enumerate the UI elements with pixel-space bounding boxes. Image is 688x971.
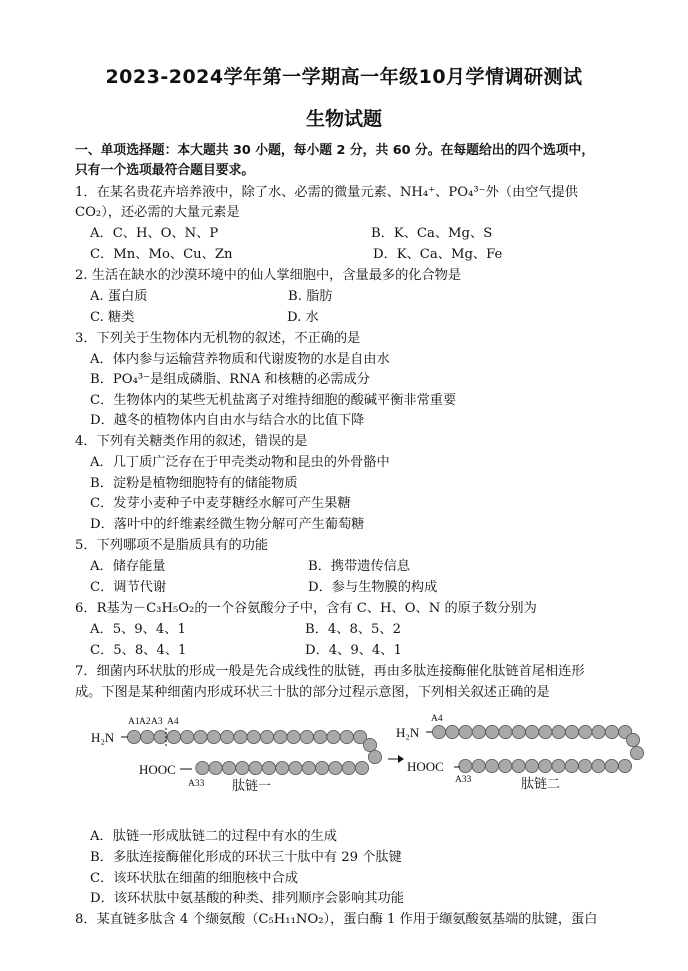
chain-one-label: 肽链一 — [232, 779, 272, 794]
amino-acid-bead — [363, 738, 376, 751]
amino-acid-bead — [236, 761, 249, 774]
a2-label: A2 — [139, 717, 151, 727]
arrow-icon — [398, 755, 404, 763]
amino-acid-bead — [552, 725, 565, 738]
q3-stem: 3．下列关于生物体内无机物的叙述，不正确的是 — [75, 331, 361, 346]
amino-acid-bead — [287, 730, 300, 743]
q2-option-b: B. 脂肪 — [288, 289, 333, 304]
q4-option-a: A．几丁质广泛存在于甲壳类动物和昆虫的外骨骼中 — [90, 455, 390, 470]
q6-option-d: D．4、9、4、1 — [305, 643, 402, 658]
q6-option-b: B．4、8、5、2 — [305, 622, 402, 637]
q7-option-c: C．该环状肽在细菌的细胞核中合成 — [90, 871, 298, 886]
amino-acid-bead — [234, 730, 247, 743]
amino-acid-bead — [618, 759, 631, 772]
q6-option-c: C．5、8、4、1 — [90, 643, 187, 658]
amino-acid-bead — [526, 725, 539, 738]
q4-option-c: C．发芽小麦种子中麦芽糖经水解可产生果糖 — [90, 496, 351, 511]
q1-option-a: A．C、H、O、N、P — [90, 226, 219, 241]
q1-option-d: D．K、Ca、Mg、Fe — [373, 247, 503, 262]
amino-acid-bead — [579, 759, 592, 772]
amino-acid-bead — [512, 725, 525, 738]
amino-acid-bead — [605, 725, 618, 738]
amino-acid-bead — [485, 759, 498, 772]
amino-acid-bead — [592, 725, 605, 738]
amino-acid-bead — [181, 730, 194, 743]
amino-acid-bead — [459, 725, 472, 738]
amino-acid-bead — [525, 759, 538, 772]
amino-acid-bead — [194, 730, 207, 743]
chain-two-beads — [432, 725, 643, 772]
q4-option-b: B．淀粉是植物细胞特有的储能物质 — [90, 476, 298, 491]
amino-acid-bead — [262, 761, 275, 774]
amino-acid-bead — [127, 730, 140, 743]
amino-acid-bead — [565, 759, 578, 772]
amino-acid-bead — [274, 730, 287, 743]
q7-option-a: A．肽链一形成肽链二的过程中有水的生成 — [90, 829, 337, 844]
amino-acid-bead — [340, 730, 353, 743]
amino-acid-bead — [446, 725, 459, 738]
q2-option-c: C. 糖类 — [90, 310, 135, 325]
amino-acid-bead — [329, 761, 342, 774]
section-heading: 一、单项选择题：本大题共 30 小题，每小题 2 分，共 60 分。在每题给出的四个选项中， — [75, 143, 595, 158]
amino-acid-bead — [260, 730, 273, 743]
q7-option-b: B．多肽连接酶催化形成的环状三十肽中有 29 个肽键 — [90, 850, 402, 865]
amino-acid-bead — [141, 730, 154, 743]
amino-acid-bead — [221, 730, 234, 743]
amino-acid-bead — [222, 761, 235, 774]
amino-acid-bead — [368, 750, 381, 763]
subject-title: 生物试题 — [305, 108, 382, 130]
a1-label: A1 — [128, 717, 140, 727]
a4-label: A4 — [167, 717, 179, 727]
q7-stem-cont: 成。下图是某种细菌内形成环状三十肽的部分过程示意图，下列相关叙述正确的是 — [75, 685, 550, 700]
amino-acid-bead — [276, 761, 289, 774]
amino-acid-bead — [327, 730, 340, 743]
amino-acid-bead — [300, 730, 313, 743]
amino-acid-bead — [316, 761, 329, 774]
amino-acid-bead — [314, 730, 327, 743]
amino-acid-bead — [196, 761, 209, 774]
amino-acid-bead — [154, 730, 167, 743]
q1-option-b: B．K、Ca、Mg、S — [371, 226, 493, 241]
q2-option-d: D. 水 — [287, 310, 319, 325]
amino-acid-bead — [247, 730, 260, 743]
q1-stem-cont: CO₂），还必需的大量元素是 — [75, 205, 240, 220]
amino-acid-bead — [579, 725, 592, 738]
amino-acid-bead — [630, 746, 643, 759]
q6-stem: 6．R基为－C₃H₅O₂的一个谷氨酸分子中，含有 C、H、O、N 的原子数分别为 — [75, 601, 537, 616]
a33-label-2: A33 — [455, 775, 472, 785]
q3-option-c: C．生物体内的某些无机盐离子对维持细胞的酸碱平衡非常重要 — [90, 393, 457, 408]
amino-acid-bead — [355, 761, 368, 774]
amino-acid-bead — [539, 725, 552, 738]
chain-two-label: 肽链二 — [521, 777, 561, 792]
q2-option-a: A. 蛋白质 — [90, 289, 148, 304]
amino-acid-bead — [432, 725, 445, 738]
amino-acid-bead — [472, 725, 485, 738]
amino-acid-bead — [459, 759, 472, 772]
q6-option-a: A．5、9、4、1 — [90, 622, 186, 637]
amino-acid-bead — [167, 730, 180, 743]
amino-acid-bead — [302, 761, 315, 774]
q7-stem: 7．细菌内环状肽的形成一般是先合成线性的肽链，再由多肽连接酶催化肽链首尾相连形 — [75, 664, 585, 679]
a33-label: A33 — [188, 779, 205, 789]
q5-option-d: D．参与生物膜的构成 — [308, 580, 438, 595]
q1-stem: 1．在某名贵花卉培养液中，除了水、必需的微量元素、NH₄⁺、PO₄³⁻外（由空气提供 — [75, 185, 578, 200]
h2n-label-2: H₂N — [396, 725, 420, 740]
q3-option-d: D．越冬的植物体内自由水与结合水的比值下降 — [90, 413, 365, 428]
amino-acid-bead — [249, 761, 262, 774]
a3-label: A3 — [151, 717, 163, 727]
q5-option-a: A．储存能量 — [90, 559, 166, 574]
amino-acid-bead — [209, 761, 222, 774]
q3-option-b: B．PO₄³⁻是组成磷脂、RNA 和核糖的必需成分 — [90, 372, 370, 387]
q8-stem: 8．某直链多肽含 4 个缬氨酸（C₅H₁₁NO₂），蛋白酶 1 作用于缬氨酸氨基端的肽键，蛋白 — [75, 912, 598, 927]
amino-acid-bead — [512, 759, 525, 772]
amino-acid-bead — [605, 759, 618, 772]
q4-option-d: D．落叶中的纤维素经微生物分解可产生葡萄糖 — [90, 517, 365, 532]
q5-option-b: B．携带遗传信息 — [308, 559, 411, 574]
q3-option-a: A．体内参与运输营养物质和代谢废物的水是自由水 — [90, 352, 390, 367]
q4-stem: 4．下列有关糖类作用的叙述，错误的是 — [75, 434, 308, 449]
amino-acid-bead — [486, 725, 499, 738]
amino-acid-bead — [499, 725, 512, 738]
amino-acid-bead — [552, 759, 565, 772]
h2n-label: H₂N — [91, 730, 115, 745]
amino-acid-bead — [342, 761, 355, 774]
q1-option-c: C．Mn、Mo、Cu、Zn — [90, 247, 233, 262]
amino-acid-bead — [626, 733, 639, 746]
hooc-label: HOOC — [139, 762, 176, 777]
a4-label-2: A4 — [431, 714, 443, 724]
amino-acid-bead — [472, 759, 485, 772]
q5-stem: 5．下列哪项不是脂质具有的功能 — [75, 538, 269, 553]
section-heading-cont: 只有一个选项最符合题目要求。 — [75, 163, 255, 178]
q5-option-c: C．调节代谢 — [90, 580, 167, 595]
q2-stem: 2. 生活在缺水的沙漠环境中的仙人掌细胞中，含量最多的化合物是 — [75, 268, 462, 283]
amino-acid-bead — [565, 725, 578, 738]
hooc-label-2: HOOC — [407, 759, 444, 774]
amino-acid-bead — [289, 761, 302, 774]
amino-acid-bead — [207, 730, 220, 743]
exam-title: 2023-2024学年第一学期高一年级10月学情调研测试 — [105, 66, 583, 88]
amino-acid-bead — [592, 759, 605, 772]
amino-acid-bead — [499, 759, 512, 772]
q7-option-d: D．该环状肽中氨基酸的种类、排列顺序会影响其功能 — [90, 891, 404, 906]
amino-acid-bead — [539, 759, 552, 772]
